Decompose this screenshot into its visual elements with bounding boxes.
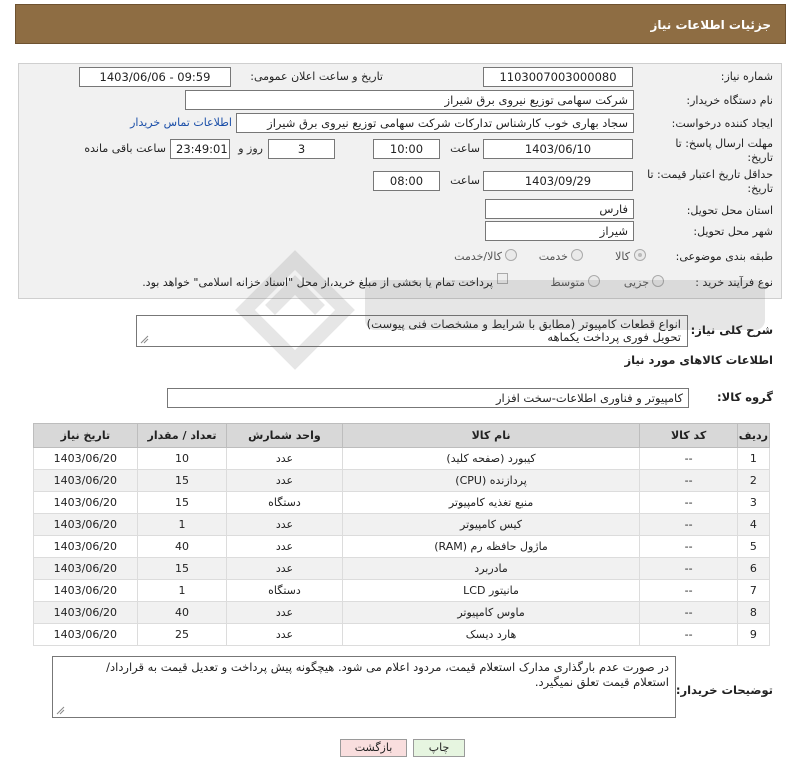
col-item-code: کد کالا [640, 424, 737, 448]
province-field: فارس [485, 199, 634, 219]
cell-row-number: 1 [737, 448, 769, 470]
cell-item-name: مانیتور LCD [342, 580, 640, 602]
deadline-time-label: ساعت [450, 142, 480, 155]
days-label: روز و [238, 142, 263, 155]
process-radio-minor[interactable] [652, 275, 664, 287]
cell-item-name: منبع تغذیه کامپیوتر [342, 492, 640, 514]
cell-item-code: -- [640, 580, 737, 602]
cell-unit: عدد [227, 602, 342, 624]
goods-table [33, 423, 770, 646]
description-label: شرح کلی نیاز: [690, 323, 773, 337]
cell-need-date: 1403/06/20 [34, 624, 138, 646]
cell-row-number: 3 [737, 492, 769, 514]
buyer-org-label: نام دستگاه خریدار: [686, 94, 773, 107]
cell-need-date: 1403/06/20 [34, 558, 138, 580]
cell-item-name: کیبورد (صفحه کلید) [342, 448, 640, 470]
validity-time-label: ساعت [450, 174, 480, 187]
deadline-time-field: 10:00 [373, 139, 440, 159]
cell-need-date: 1403/06/20 [34, 580, 138, 602]
cell-quantity: 15 [137, 492, 227, 514]
validity-time-field: 08:00 [373, 171, 440, 191]
cell-row-number: 6 [737, 558, 769, 580]
page-title: جزئیات اطلاعات نیاز [650, 18, 771, 32]
announce-field: 1403/06/06 - 09:59 [79, 67, 231, 87]
cell-item-code: -- [640, 536, 737, 558]
table-row [34, 624, 770, 646]
deadline-date-field: 1403/06/10 [483, 139, 633, 159]
validity-date-field: 1403/09/29 [483, 171, 633, 191]
cell-need-date: 1403/06/20 [34, 492, 138, 514]
back-button[interactable]: بازگشت [340, 739, 407, 757]
cell-quantity: 10 [137, 448, 227, 470]
cell-item-name: مادربرد [342, 558, 640, 580]
cell-item-name: پردازنده (CPU) [342, 470, 640, 492]
cell-item-code: -- [640, 624, 737, 646]
cell-unit: عدد [227, 536, 342, 558]
cell-unit: دستگاه [227, 492, 342, 514]
cell-item-code: -- [640, 558, 737, 580]
category-option-both: کالا/خدمت [454, 250, 502, 263]
cell-unit: عدد [227, 558, 342, 580]
cell-row-number: 8 [737, 602, 769, 624]
validity-label: حداقل تاریخ اعتبار قیمت: تا تاریخ: [647, 168, 773, 195]
goods-section-title: اطلاعات کالاهای مورد نیاز [624, 353, 773, 367]
category-option-service: خدمت [538, 250, 568, 263]
cell-row-number: 5 [737, 536, 769, 558]
category-radio-both[interactable] [505, 249, 517, 261]
goods-group-label: گروه کالا: [717, 390, 773, 404]
creator-field: سجاد بهاری خوب کارشناس تدارکات شرکت سهامی توزیع نیروی برق شیراز [236, 113, 634, 133]
cell-item-code: -- [640, 448, 737, 470]
table-row [34, 536, 770, 558]
col-need-date: تاریخ نیاز [34, 424, 138, 448]
need-number-field: 1103007003000080 [483, 67, 633, 87]
buyer-notes-textarea[interactable] [52, 656, 676, 718]
cell-need-date: 1403/06/20 [34, 536, 138, 558]
city-field: شیراز [485, 221, 634, 241]
print-button[interactable]: چاپ [413, 739, 465, 757]
cell-row-number: 9 [737, 624, 769, 646]
process-option-medium: متوسط [550, 276, 585, 289]
buyer-org-field: شرکت سهامی توزیع نیروی برق شیراز [185, 90, 634, 110]
category-radio-goods[interactable] [634, 249, 646, 261]
process-radio-medium[interactable] [588, 275, 600, 287]
description-line-2: تحویل فوری پرداخت یکماهه [547, 330, 681, 344]
resize-grip-icon[interactable] [56, 706, 65, 715]
category-option-goods: کالا [615, 250, 630, 263]
cell-row-number: 7 [737, 580, 769, 602]
cell-quantity: 25 [137, 624, 227, 646]
goods-group-field: کامپیوتر و فناوری اطلاعات-سخت افزار [167, 388, 689, 408]
table-row [34, 514, 770, 536]
table-row [34, 558, 770, 580]
days-field: 3 [268, 139, 335, 159]
treasury-payment-note: پرداخت تمام یا بخشی از مبلغ خرید،از محل "اسناد خزانه اسلامی" خواهد بود. [142, 276, 493, 289]
cell-unit: دستگاه [227, 580, 342, 602]
category-label: طبقه بندی موضوعی: [675, 250, 773, 263]
cell-need-date: 1403/06/20 [34, 514, 138, 536]
cell-quantity: 15 [137, 558, 227, 580]
cell-row-number: 4 [737, 514, 769, 536]
buyer-notes-label: توضیحات خریدار: [675, 683, 773, 697]
table-row [34, 492, 770, 514]
description-line-1: انواع قطعات کامپیوتر (مطابق با شرایط و مشخصات فنی پیوست) [366, 317, 681, 331]
table-row [34, 470, 770, 492]
remaining-label: ساعت باقی مانده [84, 142, 166, 155]
cell-need-date: 1403/06/20 [34, 602, 138, 624]
cell-item-name: هارد دیسک [342, 624, 640, 646]
col-row-number: ردیف [737, 424, 769, 448]
province-label: استان محل تحویل: [686, 204, 773, 217]
cell-quantity: 1 [137, 514, 227, 536]
cell-quantity: 15 [137, 470, 227, 492]
table-row [34, 448, 770, 470]
category-radio-service[interactable] [571, 249, 583, 261]
cell-item-code: -- [640, 492, 737, 514]
cell-quantity: 40 [137, 602, 227, 624]
announce-label: تاریخ و ساعت اعلان عمومی: [250, 70, 383, 83]
creator-label: ایجاد کننده درخواست: [671, 117, 773, 130]
need-number-label: شماره نیاز: [720, 70, 773, 83]
resize-grip-icon[interactable] [140, 335, 149, 344]
buyer-contact-link[interactable]: اطلاعات تماس خریدار [130, 116, 232, 129]
col-quantity: تعداد / مقدار [137, 424, 227, 448]
remaining-time-field: 23:49:01 [170, 139, 230, 159]
cell-need-date: 1403/06/20 [34, 470, 138, 492]
cell-item-name: ماژول حافظه رم (RAM) [342, 536, 640, 558]
cell-quantity: 40 [137, 536, 227, 558]
process-option-minor: جزیی [623, 276, 649, 289]
cell-unit: عدد [227, 470, 342, 492]
cell-quantity: 1 [137, 580, 227, 602]
page-header [15, 4, 786, 44]
cell-item-name: ماوس کامپیوتر [342, 602, 640, 624]
buyer-notes-line-2: استعلام قیمت تعلق نمیگیرد. [534, 675, 669, 689]
cell-unit: عدد [227, 624, 342, 646]
cell-need-date: 1403/06/20 [34, 448, 138, 470]
cell-row-number: 2 [737, 470, 769, 492]
city-label: شهر محل تحویل: [693, 225, 773, 238]
deadline-label: مهلت ارسال پاسخ: تا تاریخ: [675, 137, 773, 164]
process-label: نوع فرآیند خرید : [695, 276, 773, 289]
table-row [34, 602, 770, 624]
cell-unit: عدد [227, 448, 342, 470]
goods-table-header [34, 424, 770, 448]
cell-item-code: -- [640, 514, 737, 536]
cell-item-name: کیس کامپیوتر [342, 514, 640, 536]
cell-unit: عدد [227, 514, 342, 536]
col-unit: واحد شمارش [227, 424, 342, 448]
cell-item-code: -- [640, 602, 737, 624]
buyer-notes-line-1: در صورت عدم بارگذاری مدارک استعلام قیمت، مردود اعلام می شود. هیچگونه پیش پرداخت و تعدیل قیمت به قرارداد/ [106, 660, 669, 674]
cell-item-code: -- [640, 470, 737, 492]
col-item-name: نام کالا [342, 424, 640, 448]
treasury-payment-checkbox[interactable] [497, 273, 508, 284]
description-textarea[interactable] [136, 315, 688, 347]
table-row [34, 580, 770, 602]
